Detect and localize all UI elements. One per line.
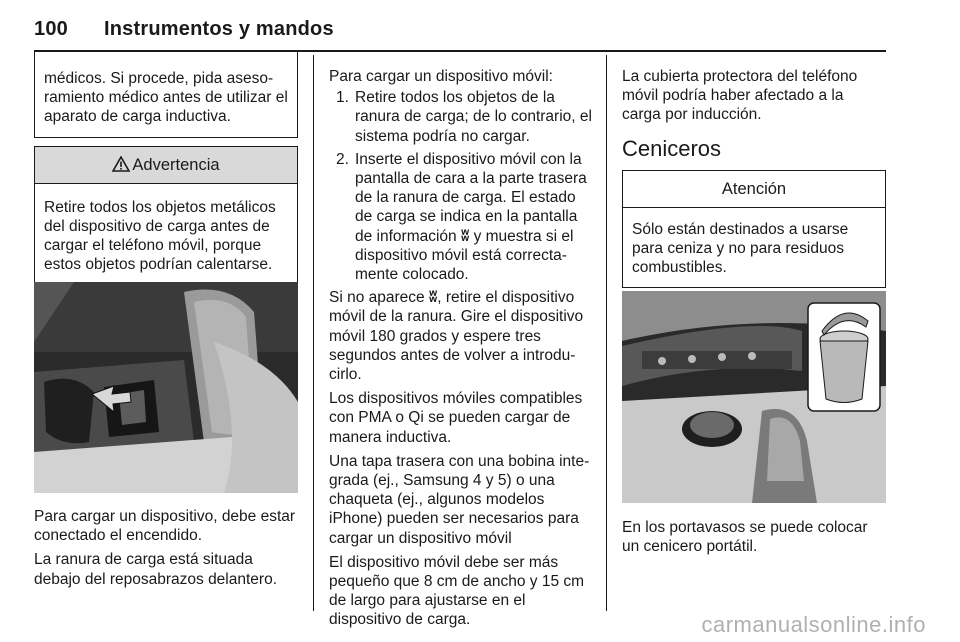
attention-box bbox=[622, 170, 886, 289]
ignition-paragraph: Para cargar un dispositivo, debe estar conectado el encendido. bbox=[34, 508, 296, 545]
watermark: carmanualsonline.info bbox=[701, 612, 926, 637]
not-shown-text-cont: , retire el dispositivo móvil de la ranura. Gire el dispositivo móvil 180 grados y espere tres segundos antes de volver a introducirlo. bbox=[329, 289, 584, 384]
step-text-cont: y muestra si el dispositivo móvil está correctamente colocado. bbox=[355, 227, 574, 284]
continued-note: médicos. Si procede, pida asesoramiento médico antes de utilizar el aparato de carga inductiva. bbox=[44, 70, 288, 126]
column-1 bbox=[34, 51, 298, 285]
phone-charge-icon: ʬ bbox=[460, 227, 470, 245]
slot-location-paragraph: La ranura de carga está situada debajo del reposabrazos delantero. bbox=[34, 551, 278, 588]
compatible-paragraph: Los dispositivos móviles compatibles con PMA o Qi se pueden cargar de manera inductiva. bbox=[329, 390, 583, 446]
charging-intro: Para cargar un dispositivo móvil: bbox=[329, 68, 553, 85]
step-text: Retire todos los objetos de la ranura de carga; de lo contrario, el sistema podría no cargar. bbox=[355, 89, 592, 145]
column-1-lower bbox=[34, 507, 298, 594]
warning-header bbox=[35, 147, 297, 184]
charging-steps bbox=[329, 88, 593, 284]
phone-charge-icon: ʬ bbox=[428, 289, 438, 307]
cover-note-paragraph: La cubierta protectora del teléfono móvil podría haber afectado a la carga por inducción. bbox=[622, 68, 858, 124]
page-header bbox=[34, 18, 334, 41]
continued-warning-box bbox=[34, 51, 298, 138]
charging-slot-illustration bbox=[34, 282, 298, 493]
column-3 bbox=[622, 67, 886, 288]
ashtray-illustration bbox=[622, 291, 886, 503]
warning-text: Retire todos los objetos metálicos del dispositivo de carga antes de cargar el teléfono móvil, porque estos objetos podrían calentarse. bbox=[44, 198, 276, 274]
step-number: 1. bbox=[336, 89, 349, 107]
page-number: 100 bbox=[34, 18, 68, 40]
warning-box bbox=[34, 146, 298, 286]
warning-title: Advertencia bbox=[132, 155, 220, 174]
ashtray-paragraph: En los portavasos se puede colocar un cenicero portátil. bbox=[622, 519, 868, 556]
step-number: 2. bbox=[336, 150, 349, 168]
column-divider-2 bbox=[606, 55, 607, 611]
page-title: Instrumentos y mandos bbox=[104, 18, 334, 40]
column-2 bbox=[329, 67, 593, 635]
section-title: Ceniceros bbox=[622, 135, 722, 161]
step-1 bbox=[329, 88, 593, 146]
attention-header: Atención bbox=[623, 171, 885, 208]
not-shown-text: Si no aparece bbox=[329, 289, 425, 307]
column-3-lower bbox=[622, 518, 886, 561]
size-paragraph: El dispositivo móvil debe ser más pequeño que 8 cm de ancho y 15 cm de largo para ajustarse en el dispositivo de carga. bbox=[329, 553, 585, 629]
step-text: Inserte el dispositivo móvil con la pantalla de cara a la parte trasera de la ranura de carga. El estado de carga se indica en la pantalla de información bbox=[355, 150, 587, 245]
attention-text: Sólo están destinados a usarse para ceniza y no para residuos combustibles. bbox=[632, 220, 849, 277]
column-divider-1 bbox=[313, 55, 314, 611]
back-cover-paragraph: Una tapa trasera con una bobina integrada (ej., Samsung 4 y 5) o una chaqueta (ej., algunos modelos iPhone) pueden ser necesarios para cargar un dispositivo móvil bbox=[329, 452, 590, 547]
not-shown-paragraph bbox=[329, 288, 593, 384]
step-2 bbox=[329, 150, 593, 284]
warning-triangle-icon bbox=[112, 156, 130, 172]
